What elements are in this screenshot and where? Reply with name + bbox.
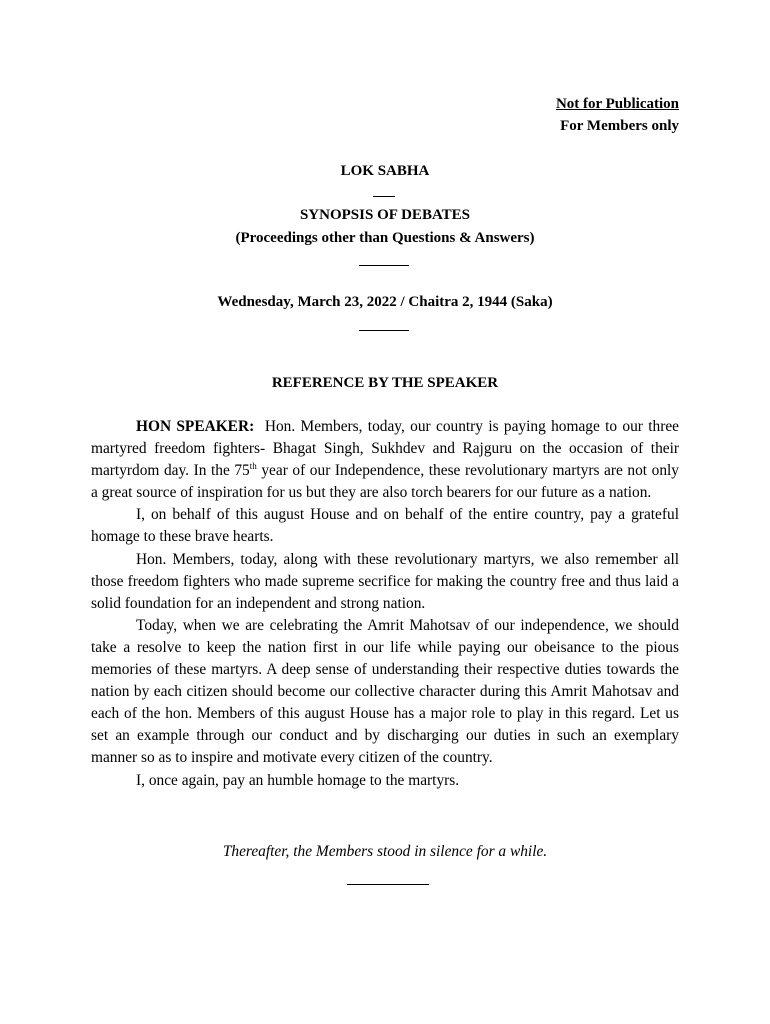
- closing-note: Thereafter, the Members stood in silence for a while.: [222, 843, 548, 860]
- speaker-label: HON SPEAKER:: [136, 418, 255, 435]
- synopsis-title: SYNOPSIS OF DEBATES: [299, 207, 471, 223]
- speech-body: [91, 416, 679, 792]
- date-divider: [359, 330, 409, 331]
- speech-paragraph-5: I, once again, pay an humble homage to the martyrs.: [136, 771, 460, 789]
- title-divider-2: [359, 265, 409, 266]
- paragraph-1-text-b: year of our Independence, these revolutionary martyrs are not only a great source of inspiration for us but they are also torch bearers for our future as a nation.: [91, 462, 679, 502]
- speech-paragraph-4: Today, when we are celebrating the Amrit Mahotsav of our independence, we should take a resolve to keep the nation first in our life while paying our obeisance to the pious memories of these martyrs. A deep sense of understanding their respective duties towards the nation by each citizen should become our collective character during this Amrit Mahotsav and each of the hon. Members of this august House has a major role to play in this regard. Let us set an example through our conduct and by discharging our duties in such an exemplary manner so as to inspire and motivate every citizen of the country.: [91, 616, 679, 767]
- paragraph-1-text-a: Hon. Members, today, our country is paying homage to our three martyred freedom fighters- Bhagat Singh, Sukhdev and Rajguru on the occasion of their martyrdom day. In the 75: [91, 418, 680, 480]
- section-heading: REFERENCE BY THE SPEAKER: [271, 375, 499, 391]
- members-only-note: For Members only: [560, 118, 679, 134]
- proceedings-subtitle: (Proceedings other than Questions & Answers): [235, 230, 535, 246]
- speech-paragraph-3: Hon. Members, today, along with these revolutionary martyrs, we also remember all those freedom fighters who made supreme secrifice for making the country free and thus laid a solid foundation for an independent and strong nation.: [91, 550, 679, 612]
- house-title: LOK SABHA: [340, 163, 430, 179]
- speech-paragraph-2: I, on behalf of this august House and on behalf of the entire country, pay a grateful homage to these brave hearts.: [91, 506, 679, 546]
- title-divider-1: [373, 196, 395, 197]
- ordinal-suffix: th: [249, 461, 257, 472]
- debate-date: Wednesday, March 23, 2022 / Chaitra 2, 1944 (Saka): [217, 294, 553, 310]
- speech-paragraph-1: [91, 416, 679, 504]
- not-for-publication-note: Not for Publication: [555, 96, 679, 112]
- end-divider: [347, 884, 429, 885]
